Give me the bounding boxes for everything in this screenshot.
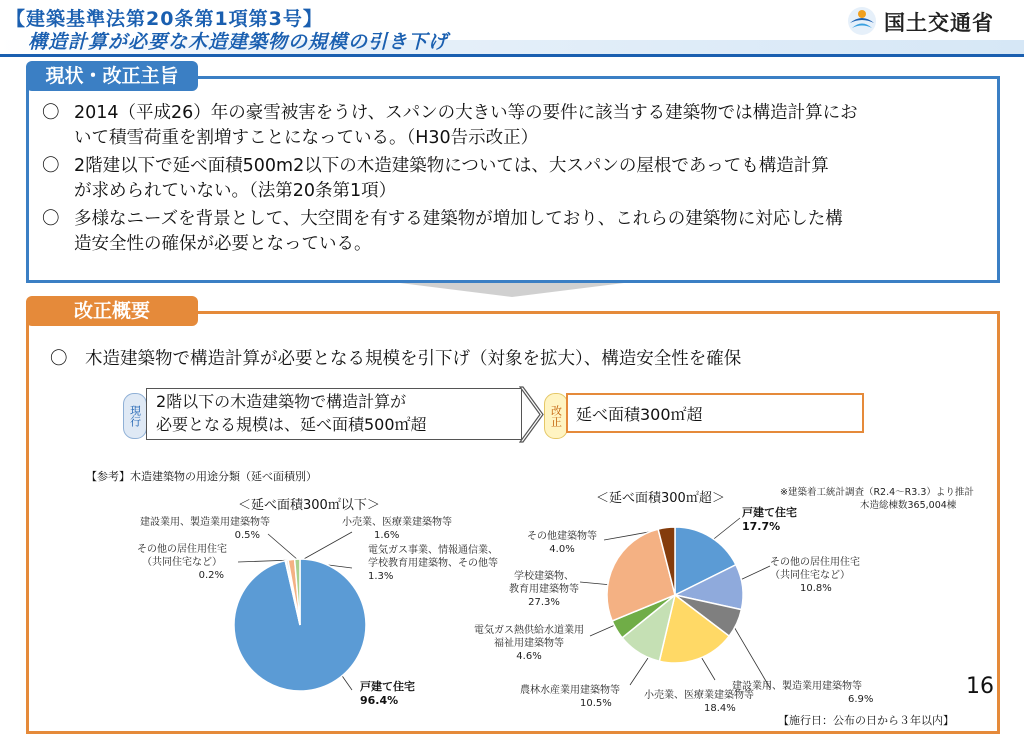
right-label-gakko: 学校建築物、 教育用建築物等 27.3% <box>509 571 579 608</box>
revised-rule-text: 延べ面積300㎡超 <box>576 405 703 424</box>
left-label-sonota-kyoju: その他の居住用住宅 （共同住宅など） 0.2% <box>137 544 227 581</box>
section-tab-revision-summary: 改正概要 <box>26 296 198 326</box>
right-pie-chart <box>600 520 750 670</box>
reference-title: 【参考】木造建築物の用途分類（延べ面積別） <box>86 470 317 483</box>
current-rule-pill: 現行 <box>123 393 147 439</box>
left-label-kensetsu: 建設業用、製造業用建築物等 0.5% <box>140 517 270 541</box>
header-law-reference: 【建築基準法第20条第1項第3号】 <box>6 8 323 30</box>
bullet-2-cont: が求められていない。（法第20条第1項） <box>74 181 397 201</box>
right-label-kensetsu: 建設業用、製造業用建築物等 6.9% <box>732 681 874 705</box>
bullet-3-cont: 造安全性の確保が必要となっている。 <box>74 234 372 254</box>
mlit-logo-text: 国土交通省 <box>884 11 994 35</box>
right-label-kouri: 小売業、医療業建築物等 18.4% <box>644 690 754 714</box>
header-rule <box>0 54 1024 57</box>
section-tab-current-status: 現状・改正主旨 <box>26 61 198 91</box>
bullet-mark: 〇 <box>42 209 60 229</box>
left-label-kodate: 戸建て住宅 96.4% <box>360 680 415 707</box>
left-label-denki: 電気ガス事業、情報通信業、 学校教育用建築物、その他等 1.3% <box>368 545 498 582</box>
right-chart-title: ＜延べ面積300㎡超＞ <box>596 491 725 506</box>
right-label-norin: 農林水産業用建築物等 10.5% <box>520 685 620 709</box>
left-label-kouri: 小売業、医療業建築物等 1.6% <box>342 517 452 541</box>
enforcement-date: 【施行日：公布の日から３年以内】 <box>778 714 954 727</box>
right-label-sonota-kyoju: その他の居住用住宅 （共同住宅など） 10.8% <box>770 557 860 594</box>
down-chevron-icon <box>400 283 624 297</box>
page-title: 構造計算が必要な木造建築物の規模の引き下げ <box>28 31 449 53</box>
left-pie-chart <box>230 555 380 705</box>
mlit-logo-icon <box>846 5 878 37</box>
bullet-3: 〇 多様なニーズを背景として、大空間を有する建築物が増加しており、これらの建築物に対応した構 <box>42 207 843 232</box>
revised-rule-pill: 改正 <box>544 393 568 439</box>
arrow-right-icon <box>519 386 545 443</box>
right-label-denki: 電気ガス熱供給水道業用 福祉用建築物等 4.6% <box>474 625 584 662</box>
bullet-mark: 〇 <box>42 156 60 176</box>
source-note: ※建築着工統計調査（R2.4～R3.3）より推計 木造総棟数365,004棟 <box>780 487 974 511</box>
revision-goal: 〇 木造建築物で構造計算が必要となる規模を引下げ（対象を拡大）、構造安全性を確保 <box>50 349 742 369</box>
current-rule-text: 2階以下の木造建築物で構造計算が 必要となる規模は、延べ面積500㎡超 <box>156 392 427 434</box>
right-label-sonota: その他建築物等 4.0% <box>527 531 597 555</box>
bullet-mark: 〇 <box>42 103 60 123</box>
page-number: 16 <box>966 674 994 699</box>
bullet-1: 〇 2014（平成26）年の豪雪被害をうけ、スパンの大きい等の要件に該当する建築物では構造計算にお <box>42 101 858 126</box>
left-chart-title: ＜延べ面積300㎡以下＞ <box>238 498 380 513</box>
bullet-2: 〇 2階建以下で延べ面積500m2以下の木造建築物については、大スパンの屋根であっても構造計算 <box>42 154 829 179</box>
bullet-1-cont: いて積雪荷重を割増すことになっている。（H30告示改正） <box>74 128 539 148</box>
right-label-kodate: 戸建て住宅 17.7% <box>742 506 797 533</box>
